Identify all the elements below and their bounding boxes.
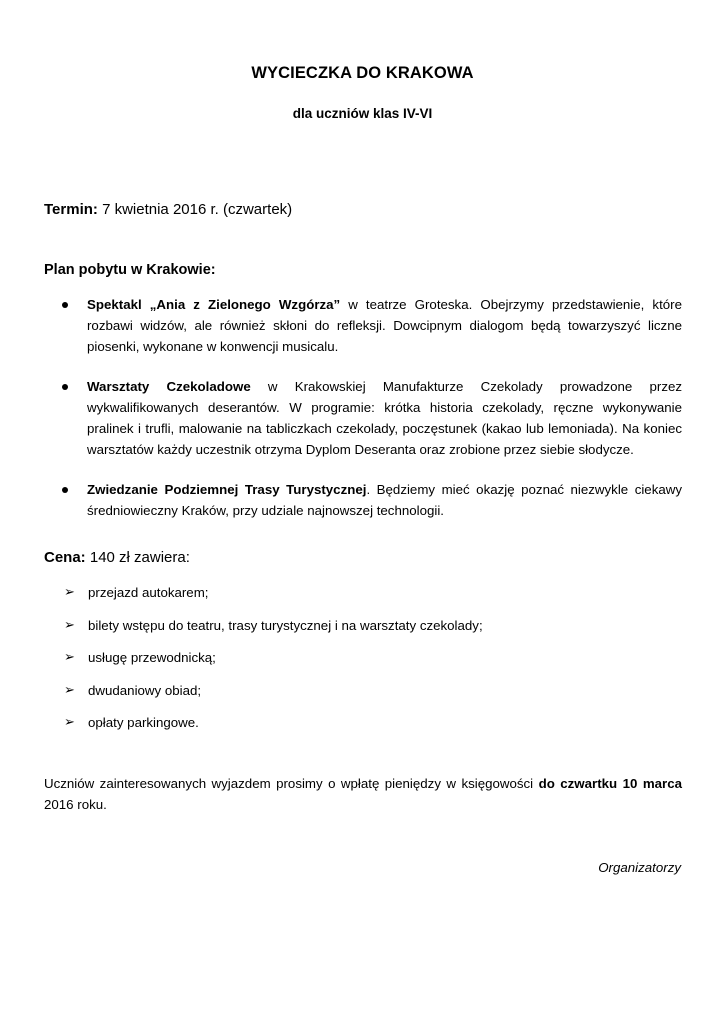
term-line: [44, 201, 292, 218]
notice-deadline: do czwartku 10 marca: [538, 776, 683, 791]
price-include-text: przejazd autokarem;: [88, 585, 209, 600]
price-line: [44, 549, 190, 566]
signature: Organizatorzy: [598, 860, 681, 875]
plan-item: [62, 294, 682, 357]
plan-item: [62, 376, 682, 460]
bullet-dot-icon: [62, 302, 68, 308]
plan-heading: Plan pobytu w Krakowie:: [44, 262, 216, 278]
price-include-item: [64, 713, 483, 746]
price-include-item: [64, 616, 483, 649]
plan-item-text: . Będziemy mieć okazję poznać niezwykle ciekawy średniowieczny Kraków, przy udziale najnowszej technologii.: [87, 482, 682, 518]
plan-item-bold: Zwiedzanie Podziemnej Trasy Turystycznej: [87, 482, 367, 497]
term-value: 7 kwietnia 2016 r. (czwartek): [97, 201, 293, 218]
price-include-text: opłaty parkingowe.: [88, 715, 199, 730]
plan-item: [62, 479, 682, 521]
plan-list: [62, 294, 682, 540]
price-include-item: [64, 583, 483, 616]
notice-tail: 2016 roku.: [44, 797, 107, 812]
plan-item-text: w Krakowskiej Manufakturze Czekolady prowadzone przez wykwalifikowanych deserantów. W programie: krótka historia czekolady, ręczne wykonywanie pralinek i trufli, malowanie na tabliczkach czekolady, poczęstunek (kakao lub lemoniada). Na koniec warsztatów każdy uczestnik otrzyma Dyplom Deseranta oraz zrobione przez siebie słodycze.: [87, 379, 683, 457]
plan-item-text: w teatrze Groteska. Obejrzymy przedstawienie, które rozbawi widzów, ale również skłoni do refleksji. Dowcipnym dialogom będą towarzyszyć liczne piosenki, wykonane w konwencji musicalu.: [87, 297, 682, 354]
plan-item-bold: Warsztaty Czekoladowe: [87, 379, 251, 394]
price-label: Cena:: [44, 549, 86, 566]
arrowhead-icon: ➢: [64, 585, 75, 600]
arrowhead-icon: ➢: [64, 682, 75, 698]
price-include-item: [64, 648, 483, 681]
bullet-dot-icon: [62, 384, 68, 390]
plan-item-bold: Spektakl „Ania z Zielonego Wzgórza”: [87, 297, 341, 312]
price-value: 140 zł zawiera:: [85, 549, 190, 566]
arrowhead-icon: ➢: [64, 715, 75, 730]
arrowhead-icon: ➢: [64, 650, 75, 665]
price-includes-list: [64, 583, 483, 746]
price-include-item: [64, 681, 483, 714]
document-subtitle: dla uczniów klas IV-VI: [292, 106, 433, 121]
term-label: Termin:: [44, 201, 98, 218]
price-include-text: bilety wstępu do teatru, trasy turystycznej i na warsztaty czekolady;: [88, 617, 483, 633]
notice-text: Uczniów zainteresowanych wyjazdem prosimy o wpłatę pieniędzy w księgowości: [44, 776, 539, 791]
document-title: WYCIECZKA DO KRAKOWA: [251, 64, 474, 82]
price-include-text: usługę przewodnicką;: [88, 650, 216, 665]
payment-notice: [44, 773, 682, 815]
price-include-text: dwudaniowy obiad;: [88, 682, 202, 698]
bullet-dot-icon: [62, 487, 68, 493]
arrowhead-icon: ➢: [64, 617, 75, 633]
